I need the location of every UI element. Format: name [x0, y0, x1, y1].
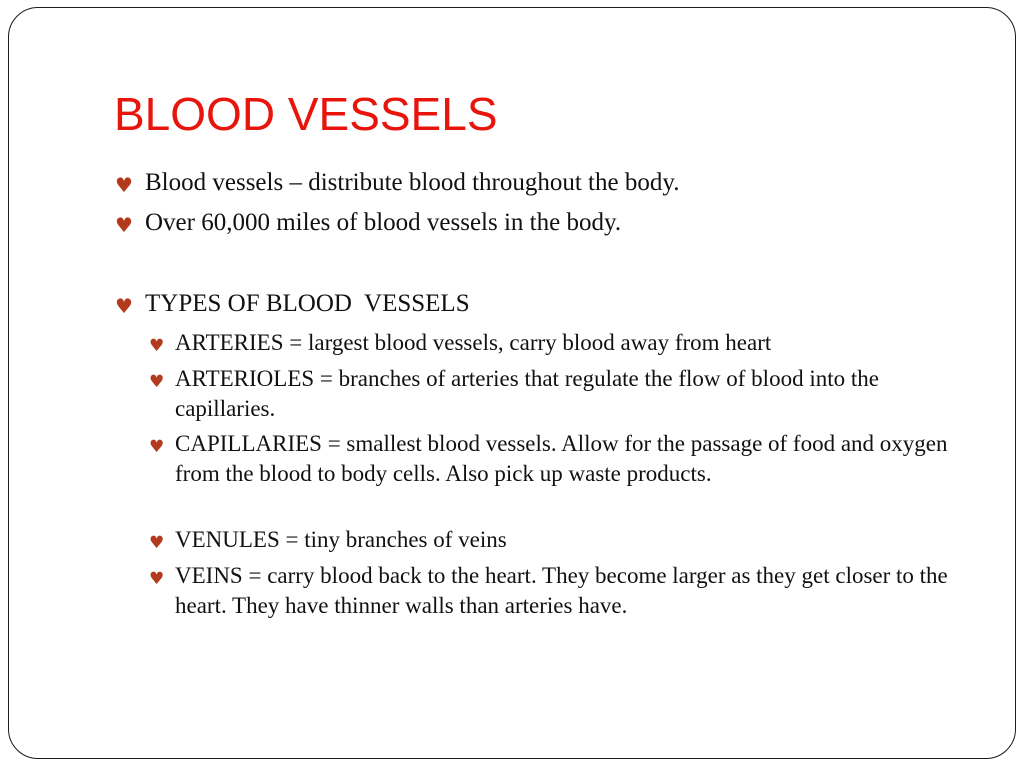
- sub-bullet-text: ARTERIES = largest blood vessels, carry blood away from heart: [175, 330, 772, 355]
- bullet-text: TYPES OF BLOOD VESSELS: [145, 290, 470, 317]
- sub-bullet-text: VEINS = carry blood back to the heart. They become larger as they get closer to the heart. They have thinner walls than arteries have.: [175, 563, 948, 618]
- sub-bullet-text: VENULES = tiny branches of veins: [175, 527, 507, 552]
- sub-bullet-text: ARTERIOLES = branches of arteries that regulate the flow of blood into the capillaries.: [175, 366, 879, 421]
- bullet-item: [115, 208, 985, 238]
- heart-bullet-icon: ♥: [149, 533, 165, 553]
- sub-bullet-text: CAPILLARIES = smallest blood vessels. Allow for the passage of food and oxygen from the blood to body cells. Also pick up waste products.: [175, 431, 948, 486]
- heart-bullet-icon: ♥: [115, 294, 133, 318]
- heart-bullet-icon: ♥: [115, 213, 133, 237]
- sub-bullet-item: [149, 525, 985, 555]
- bullet-text: Blood vessels – distribute blood throughout the body.: [145, 169, 680, 196]
- bullet-item: [115, 289, 985, 319]
- bullet-text: Over 60,000 miles of blood vessels in the body.: [145, 209, 622, 236]
- heart-bullet-icon: ♥: [149, 569, 165, 589]
- heart-bullet-icon: ♥: [149, 372, 165, 392]
- heart-bullet-icon: ♥: [149, 336, 165, 356]
- heart-bullet-icon: ♥: [115, 173, 133, 197]
- heart-bullet-icon: ♥: [149, 437, 165, 457]
- slide-title: BLOOD VESSELS: [114, 88, 498, 140]
- bullet-item: [115, 168, 985, 198]
- sub-bullet-item: [149, 561, 965, 621]
- sub-bullet-item: [149, 364, 965, 424]
- sub-bullet-item: [149, 328, 985, 358]
- sub-bullet-item: [149, 429, 975, 489]
